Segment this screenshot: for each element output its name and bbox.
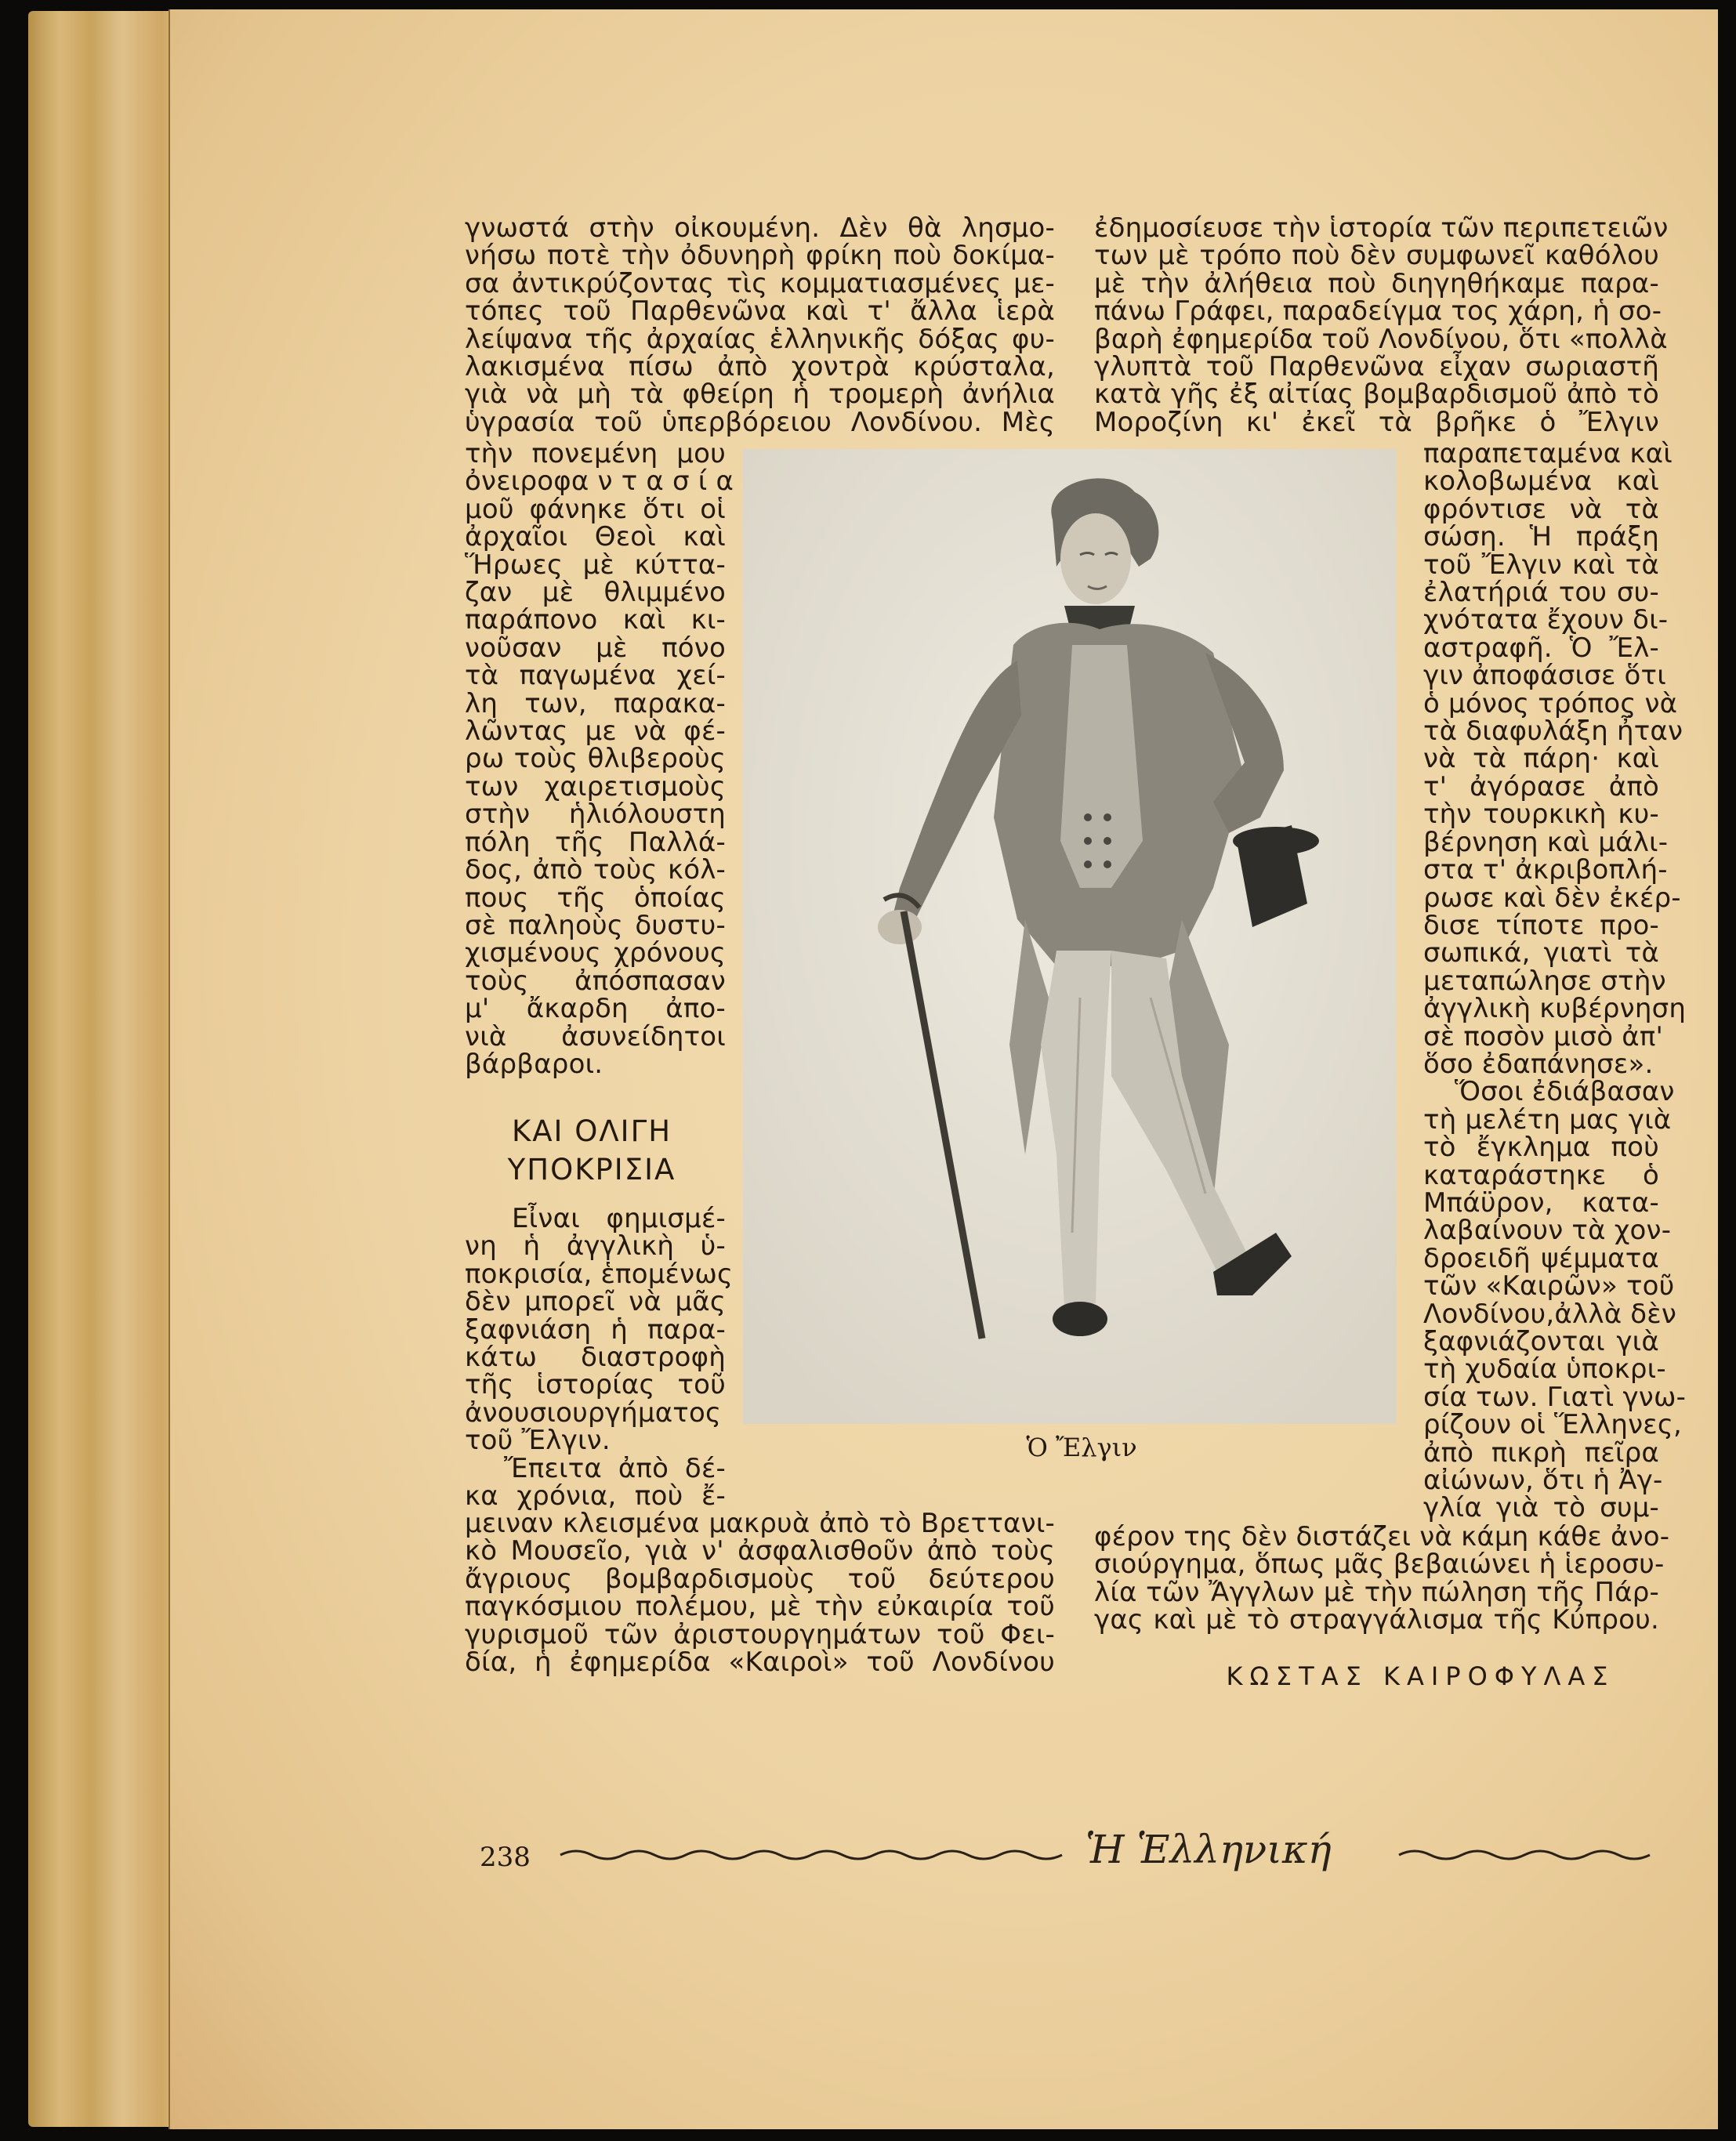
text-line: κολοβωμένα καὶ (1423, 466, 1659, 498)
text-line: πόλη τῆς Παλλά- (465, 826, 726, 858)
text-line: λακισμένα πίσω ἀπὸ χοντρὰ κρύσταλα, (465, 351, 1055, 383)
text-line: μεταπώλησε στὴν (1423, 965, 1666, 997)
text-line: βέρνηση καὶ μάλι- (1423, 826, 1669, 858)
text-line: λῶντας με νὰ φέ- (465, 715, 726, 748)
text-line: ξαφνιάση ἡ παρα- (465, 1313, 726, 1346)
footer-rule-line (560, 1851, 1062, 1859)
footer-rule-tail (1399, 1851, 1650, 1859)
left-column-narrow (465, 438, 734, 1080)
portrait-figure (743, 449, 1397, 1424)
text-line: ἀπὸ πικρὴ πεῖρα (1423, 1436, 1659, 1469)
text-line: τὴν πονεμένη μου (465, 438, 726, 469)
text-line: δία, ἡ ἐφημερίδα «Καιροὶ» τοῦ Λονδίνου (465, 1647, 1055, 1679)
text-line: Εἶναι φημισμέ- (512, 1203, 726, 1234)
text-line: ρω τοὺς θλιβεροὺς (465, 743, 726, 775)
text-line: σώση. Ἡ πράξη (1423, 521, 1659, 553)
text-line: τόπες τοῦ Παρθενῶνα καὶ τ' ἄλλα ἱερὰ (465, 295, 1055, 328)
text-line: γνωστά στὴν οἰκουμένη. Δὲν θὰ λησμο- (465, 212, 1055, 244)
text-line: γας καὶ μὲ τὸ στραγγάλισμα τῆς Κύπρου. (1094, 1604, 1659, 1636)
text-line: τῶν «Καιρῶν» τοῦ (1423, 1270, 1675, 1302)
text-line: γιν ἀποφάσισε ὅτι (1423, 660, 1666, 692)
text-line: ἐλατήριά του συ- (1423, 577, 1659, 609)
text-line: παραπεταμένα καὶ (1423, 438, 1673, 469)
text-line: δροειδῆ ψέμματα (1423, 1242, 1659, 1274)
text-line: μοῦ φάνηκε ὅτι οἱ (465, 493, 726, 525)
text-line: ξαφνιάζονται γιὰ (1423, 1326, 1659, 1357)
text-line: γλία γιὰ τὸ συμ- (1423, 1492, 1659, 1524)
text-line: ὅσο ἐδαπάνησε». (1423, 1048, 1654, 1080)
text-line: λαβαίνουν τὰ χον- (1423, 1215, 1672, 1247)
text-line: των χαιρετισμοὺς (465, 770, 726, 802)
elgin-portrait (743, 449, 1397, 1424)
text-line: μειναν κλεισμένα μακρυὰ ἀπὸ τὸ Βρεττανι- (465, 1508, 1055, 1539)
text-line: κατὰ γῆς ἐξ αἰτίας βομβαρδισμοῦ ἀπὸ τὸ (1094, 379, 1659, 411)
section-heading (462, 1114, 721, 1186)
text-line: σὲ ποσὸν μισὸ ἀπ' (1423, 1020, 1664, 1052)
text-line: ἀνουσιουργήματος (465, 1397, 722, 1429)
right-column-top (1094, 212, 1669, 438)
text-line: λείψανα τῆς ἀρχαίας ἑλληνικῆς δόξας φυ- (465, 323, 1055, 355)
text-line: βαρὴ ἐφημερίδα τοῦ Λονδίνου, ὅτι «πολλὰ (1094, 323, 1668, 355)
text-line: Λονδίνου,ἀλλὰ δὲν (1423, 1298, 1677, 1330)
text-line: τὰ διαφυλάξη ἦταν (1423, 715, 1683, 748)
text-line: σωπικά, γιατὶ τὰ (1423, 937, 1659, 969)
text-line: λία τῶν Ἄγγλων μὲ τὴν πώληση τῆς Πάρ- (1094, 1576, 1659, 1608)
text-line: σία των. Γιατὶ γνω- (1423, 1381, 1687, 1413)
text-line: ὁ μόνος τρόπος νὰ (1423, 687, 1678, 719)
text-line: αστραφῆ. Ὁ Ἔλ- (1423, 632, 1659, 664)
text-line: τὴ χυδαία ὑποκρι- (1423, 1353, 1666, 1386)
text-line: νοῦσαν μὲ πόνο (465, 632, 726, 664)
text-line: λη των, παρακα- (465, 687, 726, 719)
text-line: Ὅσοι ἐδιάβασαν (1455, 1076, 1675, 1108)
section-heading-line: ΚΑΙ ΟΛΙΓΗ (511, 1114, 672, 1148)
text-line: των μὲ τρόπο ποὺ δὲν συμφωνεῖ καθόλου (1094, 240, 1659, 272)
text-line: σα ἀντικρύζοντας τὶς κομματιασμένες με- (465, 267, 1055, 299)
text-line: ὑγρασία τοῦ ὑπερβόρειου Λονδίνου. Μὲς (465, 406, 1055, 438)
text-line: Μοροζίνη κι' ἐκεῖ τὰ βρῆκε ὁ Ἔλγιν (1094, 406, 1659, 438)
masthead-title: Ἡ Ἑλληνική (1085, 1827, 1332, 1872)
text-line: νὰ τὰ πάρη· καὶ (1423, 743, 1659, 775)
right-column-bottom (1094, 1521, 1670, 1636)
footer-masthead (560, 1827, 1665, 1877)
text-line: παγκόσμιου πολέμου, μὲ τὴν εὐκαιρία τοῦ (465, 1591, 1055, 1623)
text-line: τὴ μελέτη μας γιὰ (1423, 1103, 1672, 1136)
text-line: Μπάϋρον, κατα- (1423, 1186, 1659, 1219)
text-line: ἄγριους βομβαρδισμοὺς τοῦ δεύτερου (465, 1563, 1055, 1595)
text-line: στὴν ἡλιόλουστη (465, 799, 726, 831)
text-line: σὲ παληοὺς δυστυ- (465, 909, 726, 941)
text-line: τὰ παγωμένα χεί- (465, 660, 726, 692)
left-column-lower (465, 1203, 734, 1512)
text-line: ὀνειροφα ν τ α σ ί α (465, 466, 734, 498)
text-line: πάνω Γράφει, παραδείγμα τος χάρη, ἡ σο- (1094, 295, 1662, 328)
text-line: παράπονο καὶ κι- (465, 604, 726, 636)
text-line: χνότατα ἔχουν δι- (1423, 604, 1669, 636)
text-line: κάτω διαστροφὴ (465, 1342, 726, 1374)
text-line: Ἔπειτα ἀπὸ δέ- (504, 1452, 726, 1484)
text-line: δισε τίποτε προ- (1423, 909, 1659, 941)
text-line: ἐδημοσίευσε τὴν ἱστορία τῶν περιπετειῶν (1094, 212, 1669, 244)
text-line: βάρβαροι. (465, 1048, 603, 1080)
text-line: ἀγγλικὴ κυβέρνηση (1423, 993, 1687, 1025)
text-line: τὴν τουρκικὴ κυ- (1423, 799, 1659, 831)
text-line: τοῦ Ἔλγιν. (465, 1425, 611, 1457)
section-heading-line: ΥΠΟΚΡΙΣΙΑ (507, 1153, 676, 1186)
left-column-bottom (465, 1508, 1055, 1679)
photo-caption: Ὁ Ἔλγιν (1026, 1433, 1137, 1462)
text-line: δος, ἀπὸ τοὺς κόλ- (465, 854, 726, 886)
text-line: κα χρόνια, ποὺ ἔ- (465, 1480, 726, 1512)
text-line: ζαν μὲ θλιμμένο (465, 577, 726, 609)
text-line: νιὰ ἀσυνείδητοι (465, 1020, 726, 1052)
text-line: κὸ Μουσεῖο, γιὰ ν' ἀσφαλισθοῦν ἀπὸ τοὺς (465, 1535, 1055, 1567)
text-line: δὲν μπορεῖ νὰ μᾶς (465, 1286, 726, 1318)
text-line: ρωσε καὶ δὲν ἐκέρ- (1423, 882, 1681, 914)
text-line: γυρισμοῦ τῶν ἀριστουργημάτων τοῦ Φει- (465, 1618, 1055, 1650)
text-line: ρίζουν οἱ Ἕλληνες, (1423, 1409, 1683, 1441)
text-line: τὸ ἔγκλημα ποὺ (1423, 1132, 1659, 1164)
text-line: σιούργημα, ὅπως μᾶς βεβαιώνει ἡ ἱεροσυ- (1094, 1549, 1665, 1581)
text-line: νη ἡ ἀγγλικὴ ὑ- (465, 1230, 726, 1263)
text-line: τοῦ Ἔλγιν καὶ τὰ (1423, 549, 1659, 581)
text-line: τῆς ἱστορίας τοῦ (465, 1369, 726, 1401)
text-line: Ἥρωες μὲ κύττα- (465, 549, 726, 581)
text-line: αἰώνων, ὅτι ἡ Ἀγ- (1423, 1465, 1663, 1497)
text-line: ἀρχαῖοι Θεοὶ καὶ (465, 521, 726, 553)
text-line: καταράστηκε ὁ (1423, 1159, 1659, 1191)
text-line: χισμένους χρόνους (465, 937, 726, 969)
text-line: τοὺς ἀπόσπασαν (465, 965, 726, 997)
text-line: ποκρισία, ἑπομένως (465, 1258, 734, 1290)
text-line: μ' ἄκαρδη ἀπο- (465, 993, 726, 1025)
text-line: γιὰ νὰ μὴ τὰ φθείρη ἡ τρομερὴ ἀνήλια (465, 379, 1055, 411)
text-line: φέρον της δὲν διστάζει νὰ κάμη κάθε ἀνο- (1094, 1521, 1670, 1552)
left-column-top (465, 212, 1055, 438)
author-name: ΚΩΣΤΑΣ ΚΑΙΡΟΦΥΛΑΣ (1226, 1661, 1615, 1691)
text-line: νήσω ποτὲ τὴν ὀδυνηρὴ φρίκη ποὺ δοκίμα- (465, 240, 1055, 272)
text-line: μὲ τὴν ἀλήθεια ποὺ διηγηθήκαμε παρα- (1094, 267, 1659, 299)
page-number: 238 (480, 1842, 531, 1873)
text-line: τ' ἀγόρασε ἀπὸ (1423, 770, 1659, 802)
text-line: στα τ' ἀκριβοπλή- (1423, 854, 1668, 886)
text-line: γλυπτὰ τοῦ Παρθενῶνα εἶχαν σωριαστῆ (1094, 351, 1659, 383)
text-line: φρόντισε νὰ τὰ (1423, 493, 1659, 525)
text-line: πους τῆς ὁποίας (465, 882, 726, 914)
right-column-narrow (1423, 438, 1687, 1524)
